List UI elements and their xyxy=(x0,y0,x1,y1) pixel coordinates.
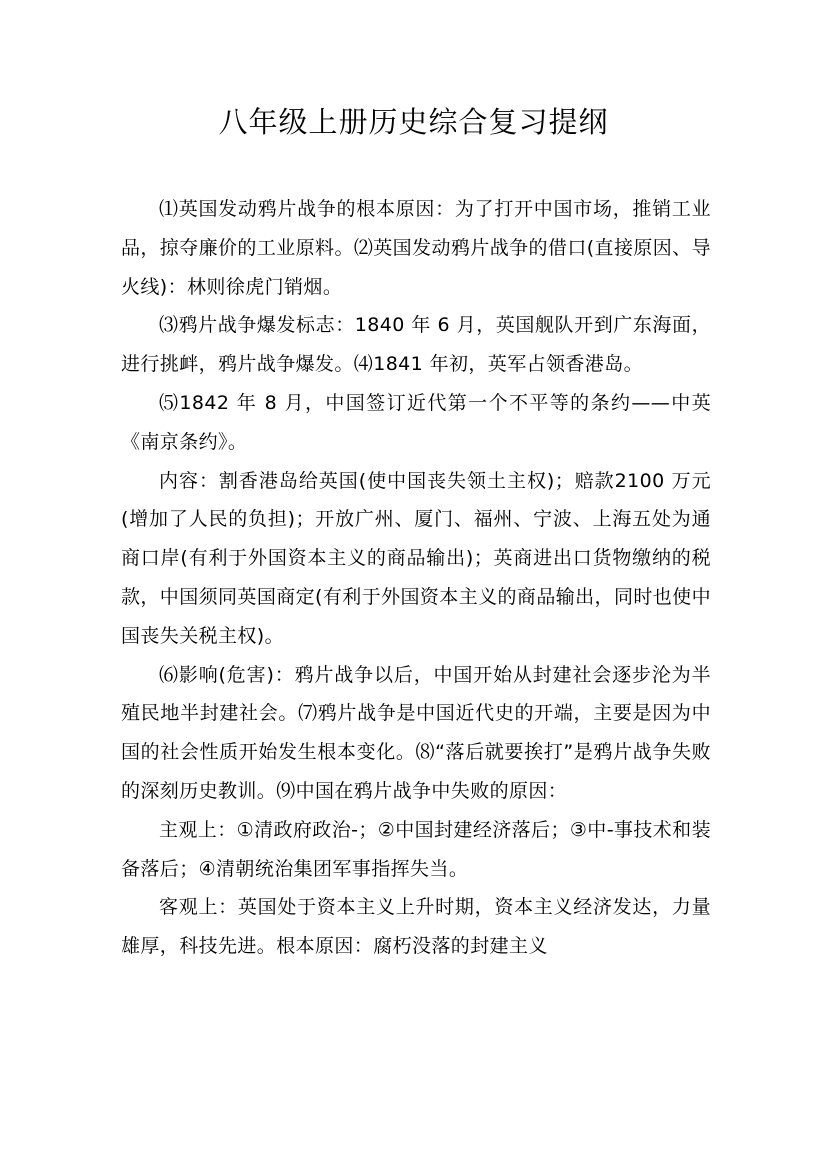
paragraph-subjective-reasons: 主观上：①清政府政治-；②中国封建经济落后；③中-事技术和装备落后；④清朝统治集团军事指挥失当。 xyxy=(121,818,711,880)
document-title: 八年级上册历史综合复习提纲 xyxy=(218,105,609,139)
paragraph-opium-war-cause: ⑴英国发动鸦片战争的根本原因：为了打开中国市场，推销工业品，掠夺廉价的工业原料。⑵英国发动鸦片战争的借口(直接原因、导火线)：林则徐虎门销烟。 xyxy=(121,198,711,298)
document-body xyxy=(121,190,711,966)
paragraph-treaty-content: 内容：割香港岛给英国(使中国丧失领土主权)；赔款2100 万元(增加了人民的负担)；开放广州、厦门、福州、宁波、上海五处为通商口岸(有利于外国资本主义的商品输出)；英商进出口货物缴纳的税款，中国须同英国商定(有利于外国资本主义的商品输出，同时也使中国丧失关税主权)。 xyxy=(121,469,711,647)
paragraph-war-impact: ⑹影响(危害)：鸦片战争以后，中国开始从封建社会逐步沦为半殖民地半封建社会。⑺鸦片战争是中国近代史的开端，主要是因为中国的社会性质开始发生根本变化。⑻“落后就要挨打”是鸦片战争失败的深刻历史教训。⑼中国在鸦片战争中失败的原因： xyxy=(121,663,711,802)
paragraph-objective-reasons: 客观上：英国处于资本主义上升时期，资本主义经济发达，力量雄厚，科技先进。根本原因：腐朽没落的封建主义 xyxy=(121,896,711,958)
paragraph-war-outbreak: ⑶鸦片战争爆发标志：1840 年 6 月，英国舰队开到广东海面，进行挑衅，鸦片战争爆发。⑷1841 年初，英军占领香港岛。 xyxy=(121,314,711,376)
paragraph-nanjing-treaty: ⑸1842 年 8 月，中国签订近代第一个不平等的条约——中英《南京条约》。 xyxy=(121,391,711,453)
